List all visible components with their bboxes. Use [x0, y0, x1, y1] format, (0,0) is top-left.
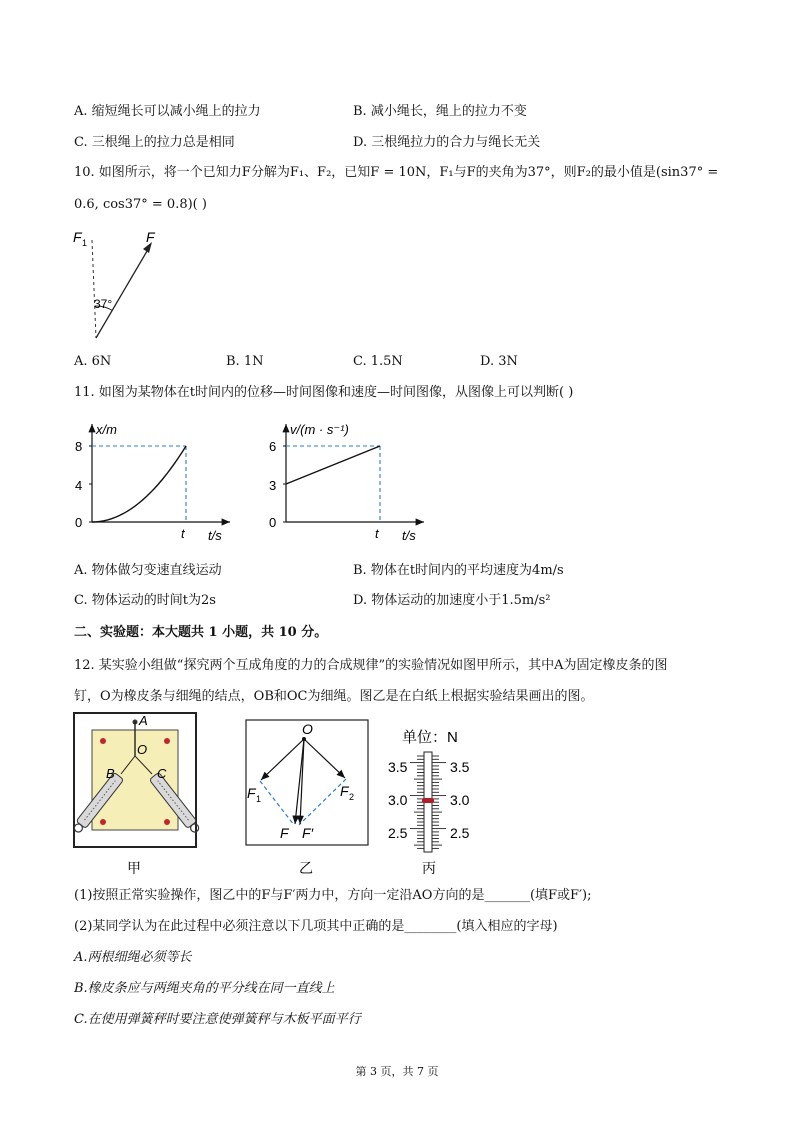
label-f1-sub: 1	[256, 794, 262, 804]
label-f-prime: F′	[302, 825, 314, 841]
label-o: O	[302, 721, 313, 737]
f1-dashed-line	[92, 240, 96, 338]
q11-option-c: C. 物体运动的时间t为2s	[74, 593, 216, 608]
label-b: B	[106, 766, 115, 781]
left-tick-35: 3.5	[388, 759, 408, 775]
unit-label: 单位：N	[402, 729, 458, 746]
q9-option-d: D. 三根绳拉力的合力与绳长无关	[353, 135, 541, 150]
scale-pointer	[422, 798, 434, 803]
x-chart-ytick-0: 0	[75, 515, 83, 530]
pin-top-right	[164, 738, 170, 744]
x-chart-xtick-t: t	[181, 526, 185, 541]
v-chart-ytick-6: 6	[269, 439, 277, 454]
q11-option-a: A. 物体做匀变速直线运动	[74, 563, 222, 578]
q10-force-diagram	[70, 222, 180, 347]
label-o: O	[137, 742, 148, 757]
pin-top-left	[100, 738, 106, 744]
right-tick-25: 2.5	[450, 825, 470, 841]
displacement-time-chart	[68, 418, 243, 548]
label-a: A	[139, 713, 148, 728]
left-tick-25: 2.5	[388, 825, 408, 841]
f-label: F	[146, 229, 155, 245]
q9-option-c: C. 三根绳上的拉力总是相同	[74, 135, 235, 150]
page-footer: 第 3 页，共 7 页	[355, 1065, 439, 1078]
pin-bottom-right	[164, 819, 170, 825]
label-f2-sub: 2	[349, 792, 355, 802]
label-f: F	[280, 825, 289, 841]
x-chart-ytick-8: 8	[75, 439, 83, 454]
q10-option-b: B. 1N	[226, 354, 264, 369]
q10-stem-line1: 10. 如图所示，将一个已知力F分解为F₁、F₂，已知F = 10N，F₁与F的夹角为37°，则F₂的最小值是(sin37° =	[74, 165, 719, 180]
q12-sub1: (1)按照正常实验操作，图乙中的F与F′两力中，方向一定沿AO方向的是_______(填F或F′);	[74, 888, 592, 903]
x-chart-ytick-4: 4	[75, 478, 83, 493]
v-chart-ytick-3: 3	[269, 478, 277, 493]
label-c: C	[157, 766, 167, 781]
right-tick-30: 3.0	[450, 792, 470, 808]
v-chart-xtick-t: t	[375, 526, 379, 541]
section-title: 二、实验题：本大题共 1 小题，共 10 分。	[74, 625, 328, 640]
q12-choice-b: B.橡皮条应与两绳夹角的平分线在同一直线上	[74, 981, 335, 996]
velocity-time-chart	[262, 418, 437, 548]
point-o	[302, 737, 306, 741]
v-chart-ylabel: v/(m · s⁻¹)	[290, 422, 349, 437]
q12-stem-line2: 钉，O为橡皮条与细绳的结点，OB和OC为细绳。图乙是在白纸上根据实验结果画出的图。	[74, 689, 594, 704]
f1-label: F	[73, 229, 82, 245]
fig-bing	[384, 722, 494, 880]
q11-option-b: B. 物体在t时间内的平均速度为4m/s	[353, 563, 564, 578]
label-f2: F	[340, 783, 349, 799]
q12-choice-a: A.两根细绳必须等长	[74, 950, 192, 965]
q11-option-d: D. 物体运动的加速度小于1.5m/s²	[353, 593, 551, 608]
q10-stem-line2: 0.6, cos37° = 0.8)( )	[74, 197, 207, 212]
q9-option-a: A. 缩短绳长可以减小绳上的拉力	[74, 104, 261, 119]
v-chart-ytick-0: 0	[269, 515, 277, 530]
q10-option-a: A. 6N	[74, 354, 112, 369]
pin-bottom-left	[100, 819, 106, 825]
x-chart-xlabel: t/s	[208, 528, 222, 543]
v-chart-xlabel: t/s	[402, 528, 416, 543]
q12-choice-c: C.在使用弹簧秤时要注意使弹簧秤与木板平面平行	[74, 1012, 361, 1027]
f-arrow-line	[96, 246, 150, 338]
left-tick-30: 3.0	[388, 792, 408, 808]
q11-stem: 11. 如图为某物体在t时间内的位移—时间图像和速度—时间图像，从图像上可以判断( )	[74, 385, 574, 400]
label-f1: F	[247, 785, 256, 801]
q12-sub2: (2)某同学认为在此过程中必须注意以下几项其中正确的是________(填入相应的字母)	[74, 919, 558, 934]
fig-jia	[72, 710, 200, 880]
caption-jia: 甲	[127, 860, 141, 876]
f1-subscript: 1	[82, 238, 88, 248]
q9-option-b: B. 减小绳长，绳上的拉力不变	[353, 104, 527, 119]
x-chart-ylabel: x/m	[96, 422, 117, 437]
caption-bing: 丙	[422, 860, 436, 876]
angle-label: 37°	[94, 297, 113, 311]
x-chart-series-line	[92, 446, 186, 522]
q10-option-c: C. 1.5N	[353, 354, 403, 369]
q10-option-d: D. 3N	[480, 354, 518, 369]
caption-yi: 乙	[299, 860, 313, 876]
right-tick-35: 3.5	[450, 759, 470, 775]
q12-stem-line1: 12. 某实验小组做“探究两个互成角度的力的合成规律”的实验情况如图甲所示，其中A为固定橡皮条的图	[74, 658, 668, 673]
fig-yi	[244, 717, 372, 880]
v-chart-series-line	[286, 446, 380, 484]
